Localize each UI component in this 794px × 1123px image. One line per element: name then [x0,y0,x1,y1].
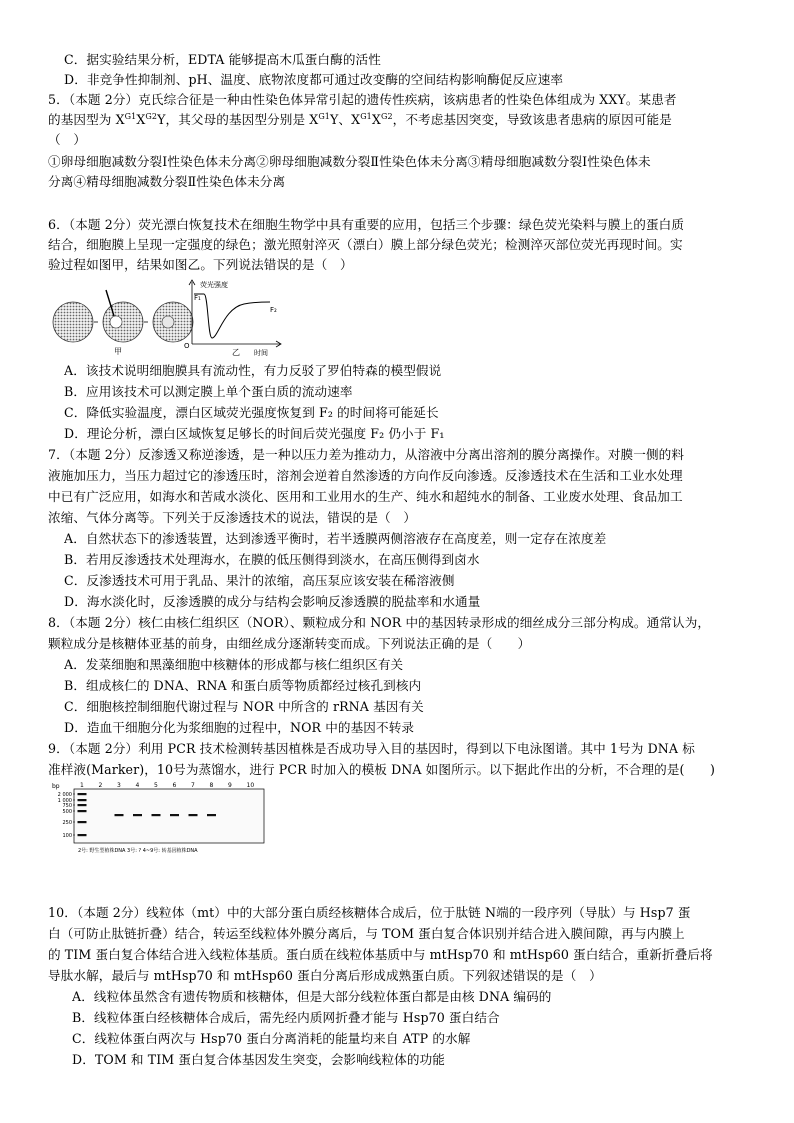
gel-band [78,799,87,801]
q6-option-d: D．理论分析，漂白区域恢复足够长的时间后荧光强度 F₂ 仍小于 F₁ [64,426,445,441]
q10-line4: 导肽水解，最后与 mtHsp70 和 mtHsp60 蛋白分离后形成成熟蛋白质。下列叙述错误的是（ ） [48,968,602,983]
option-c-prev: C．据实验结果分析，EDTA 能够提高木瓜蛋白酶的活性 [64,52,381,67]
gel-band [152,814,161,816]
option-d-prev: D．非竞争性抑制剂、pH、温度、底物浓度都可通过改变酶的空间结构影响酶促反应速率 [64,72,564,87]
q10-option-a: A．线粒体虽然含有遗传物质和核糖体，但是大部分线粒体蛋白都是由核 DNA 编码的 [72,989,552,1004]
q10-option-c: C．线粒体蛋白两次与 Hsp70 蛋白分离消耗的能量均来自 ATP 的水解 [72,1031,471,1046]
gel-marker-labels [58,792,75,839]
q5-line3: （ ） [48,132,87,147]
gel-marker-label: 750 [62,803,72,809]
gel-band [115,814,124,816]
gel-lane-label: 1 [80,782,84,789]
q7-option-c: C．反渗透技术可用于乳品、果汁的浓缩，高压泵应该安装在稀溶液侧 [64,573,455,588]
q6-option-c: C．降低实验温度，漂白区域荧光强度恢复到 F₂ 的时间将可能延长 [64,405,439,420]
q7-option-a: A．自然状态下的渗透装置，达到渗透平衡时，若半透膜两侧溶液存在高度差，则一定存在浓度差 [64,531,607,546]
gel-lane-label: 2 [98,782,103,789]
q5-line2: 的基因型为 $X^{G1}X^{G2}Y$，其父母的基因型分别是 $X^{G1}Y$、$X^{G1}X^{G2}$，不考虑基因突变，导致该患者患病的原因可能是 [48,111,672,127]
chart-f2: F₂ [270,306,277,314]
fluorescence-chart [184,280,281,357]
q7-line2: 液施加压力，当压力超过它的渗透压时，溶剂会逆着自然渗透的方向作反向渗透。反渗透技术在生活和工业水处理 [48,468,683,483]
q9-line2: 准样液(Marker)，10号为蒸馏水，进行 PCR 时加入的模板 DNA 如图所示。以下据此作出的分析，不合理的是( ) [48,762,715,777]
gel-lane-label: 5 [154,782,158,789]
q6-figure [48,278,288,358]
gel-lane-label: 7 [191,782,195,789]
q10-line2: 白（可防止肽链折叠）结合，转运至线粒体外膜分离后，与 TOM 蛋白复合体识别并结合进入膜间隙，再与内膜上 [48,926,685,941]
gel-bp-label: bp [52,783,60,790]
q7-option-b: B．若用反渗透技术处理海水，在膜的低压侧得到淡水，在高压侧得到卤水 [64,552,480,567]
chart-origin: O [184,342,190,350]
q8-line2: 颗粒成分是核糖体亚基的前身，由细丝成分逐渐转变而成。下列说法正确的是（ ） [48,636,531,651]
gel-band [78,834,87,836]
gel-lane-label: 9 [228,782,232,789]
q7-line4: 浓缩、气体分离等。下列关于反渗透技术的说法，错误的是（ ） [48,510,417,525]
q6-line1: 6．（本题 2分）荧光漂白恢复技术在细胞生物学中具有重要的应用，包括三个步骤：绿色荧光染料与膜上的蛋白质 [48,217,685,232]
gel-marker-label: 2 000 [57,792,72,798]
q8-option-d: D．造血干细胞分化为浆细胞的过程中，NOR 中的基因不转录 [64,720,415,735]
gel-band [78,810,87,812]
gel-frame [74,789,264,843]
chart-xlabel: 时间 [254,349,268,357]
gel-lane-label: 8 [209,782,214,789]
q8-option-a: A．发菜细胞和黑藻细胞中核糖体的形成都与核仁组织区有关 [64,657,404,672]
gel-marker-label: 100 [62,833,72,839]
cell-diagram [53,290,193,356]
gel-band [189,814,198,816]
figure-label-jia: 甲 [114,347,122,356]
gel-band [78,821,87,823]
gel-band [78,793,87,795]
q9-line1: 9．（本题 2分）利用 PCR 技术检测转基因植株是否成功导入目的基因时，得到以下电泳图谱。其中 1号为 DNA 标 [48,741,695,756]
chart-ylabel: 荧光强度 [200,281,228,289]
q6-option-a: A．该技术说明细胞膜具有流动性，有力反驳了罗伯特森的模型假说 [64,363,442,378]
gel-lane-label: 4 [135,782,140,789]
q8-line1: 8．（本题 2分）核仁由核仁组织区（NOR）、颗粒成分和 NOR 中的基因转录形成的细丝成分三部分构成。通常认为， [48,615,711,630]
gel-lane-label: 3 [117,782,121,789]
gel-band [78,804,87,806]
gel-lane-label: 10 [246,782,255,789]
q10-line1: 10．（本题 2分）线粒体（mt）中的大部分蛋白质经核糖体合成后，位于肽链 N端的一段序列（导肽）与 Hsp7 蛋 [48,905,691,920]
q8-option-b: B．组成核仁的 DNA、RNA 和蛋白质等物质都经过核孔到核内 [64,678,422,693]
q7-line3: 中已有广泛应用，如海水和苦咸水淡化、医用和工业用水的生产、纯水和超纯水的制备、工业废水处理、食品加工 [48,489,683,504]
q10-option-b: B．线粒体蛋白经核糖体合成后，需先经内质网折叠才能与 Hsp70 蛋白结合 [72,1010,500,1025]
q8-option-c: C．细胞核控制细胞代谢过程与 NOR 中所含的 rRNA 基因有关 [64,699,424,714]
gel-marker-label: 250 [62,820,72,826]
q6-option-b: B．应用该技术可以测定膜上单个蛋白质的流动速率 [64,384,353,399]
q5-line5: 分离④精母细胞减数分裂Ⅱ性染色体未分离 [48,174,286,189]
gel-band [207,814,216,816]
q10-line3: 的 TIM 蛋白复合体结合进入线粒体基质。蛋白质在线粒体基质中与 mtHsp70 和 mtHsp60 蛋白结合，重新折叠后将 [48,947,713,962]
q9-gel-figure [48,781,270,855]
gel-marker-label: 1 000 [57,798,72,804]
q5-line4: ①卵母细胞减数分裂Ⅰ性染色体未分离②卵母细胞减数分裂Ⅱ性染色体未分离③精母细胞减数分裂Ⅰ性染色体未 [48,154,651,169]
gel-band [133,814,142,816]
gel-lane-label: 6 [172,782,177,789]
chart-f1: F₁ [194,294,201,302]
gel-caption: 2号: 野生型植株DNA 3号: ? 4~9号: 转基因植株DNA [78,848,198,854]
gel-lane-labels [80,782,254,789]
q6-line3: 验过程如图甲，结果如图乙。下列说法错误的是（ ） [48,257,353,272]
gel-band [170,814,179,816]
gel-marker-label: 500 [62,809,72,815]
q5-line1: 5．（本题 2分）克氏综合征是一种由性染色体异常引起的遗传性疾病，该病患者的性染色体组成为 XXY。某患者 [48,92,677,107]
figure-label-yi: 乙 [232,348,240,357]
q10-option-d: D．TOM 和 TIM 蛋白复合体基因发生突变，会影响线粒体的功能 [72,1052,445,1067]
q6-line2: 结合，细胞膜上呈现一定强度的绿色；激光照射淬灭（漂白）膜上部分绿色荧光；检测淬灭部位荧光再现时间。实 [48,237,683,252]
q7-option-d: D．海水淡化时，反渗透膜的成分与结构会影响反渗透膜的脱盐率和水通量 [64,594,481,609]
q7-line1: 7．（本题 2分）反渗透又称逆渗透，是一种以压力差为推动力，从溶液中分离出溶剂的膜分离操作。对膜一侧的料 [48,447,685,462]
